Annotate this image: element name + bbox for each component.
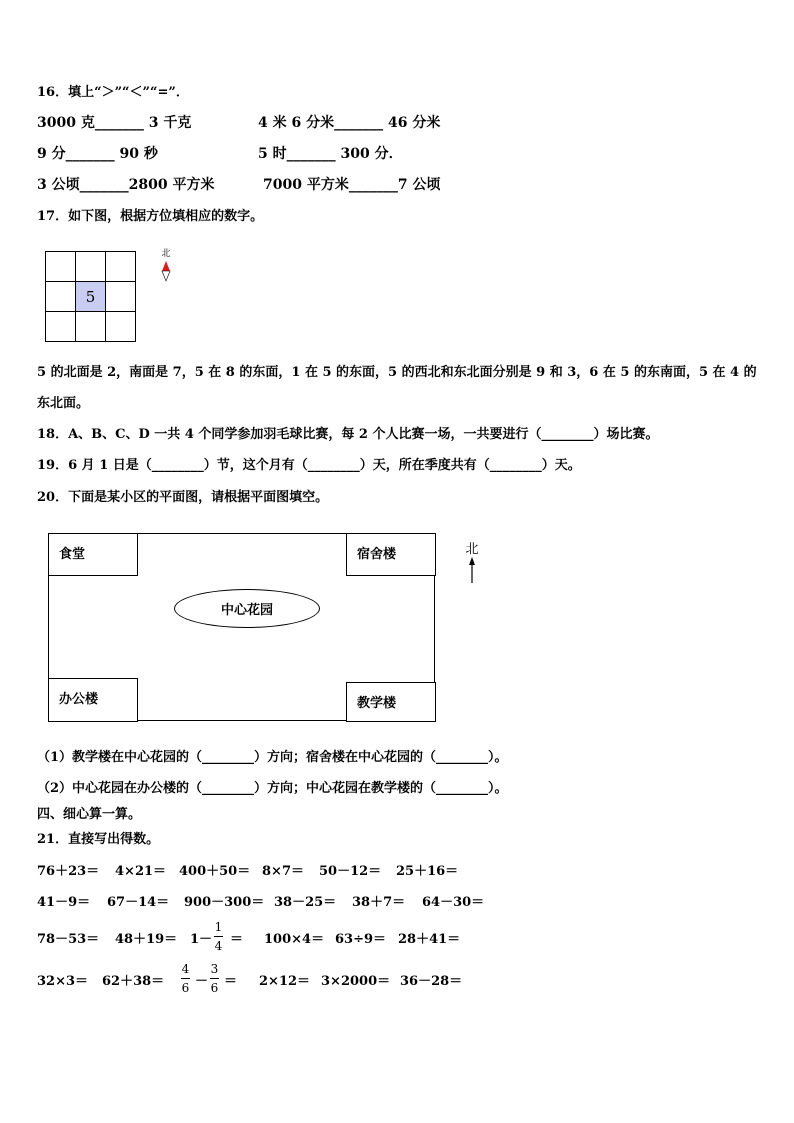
calc-item: 100×4＝ bbox=[264, 932, 325, 947]
calc-item: 32×3＝ bbox=[37, 974, 89, 989]
calc-item: 36－28＝ bbox=[400, 974, 463, 989]
fraction-denominator: 6 bbox=[181, 981, 190, 995]
q20-subquestion-1: （1）教学楼在中心花园的（________）方向；宿舍楼在中心花园的（________）。 bbox=[37, 750, 508, 765]
calc-item: 1－ bbox=[190, 932, 213, 947]
fraction bbox=[214, 921, 223, 952]
calc-item: 28＋41＝ bbox=[398, 932, 461, 947]
calc-item: 50－12＝ bbox=[319, 864, 382, 879]
calc-item: 4×21＝ bbox=[115, 864, 167, 879]
fraction-numerator: 1 bbox=[214, 920, 223, 934]
section-4-heading: 四、细心算一算。 bbox=[37, 807, 142, 822]
fraction-denominator: 6 bbox=[210, 981, 219, 995]
q20-title: 20．下面是某小区的平面图，请根据平面图填空。 bbox=[37, 490, 329, 505]
calc-item: 38－25＝ bbox=[274, 895, 337, 910]
central-garden: 中心花园 bbox=[174, 589, 320, 628]
q17-title: 17．如下图，根据方位填相应的数字。 bbox=[37, 209, 264, 224]
calc-item: 38＋7＝ bbox=[352, 895, 406, 910]
q17-description-line-1: 5 的北面是 2，南面是 7，5 在 8 的东面，1 在 5 的东面，5 的西北和东北面分别是 9 和 3，6 在 5 的东南面，5 在 4 的 bbox=[37, 365, 757, 380]
q16-item-2: 4 米 6 分米_______ 46 分米 bbox=[258, 115, 441, 131]
grid-cell bbox=[46, 282, 76, 312]
calc-item: 63÷9＝ bbox=[335, 932, 387, 947]
canteen-building: 食堂 bbox=[48, 533, 138, 576]
q16-item-3: 9 分_______ 90 秒 bbox=[37, 146, 158, 162]
direction-grid bbox=[45, 251, 136, 342]
q20-subquestion-2: （2）中心花园在办公楼的（________）方向；中心花园在教学楼的（________）。 bbox=[37, 781, 508, 796]
calc-item: ＝ bbox=[230, 932, 244, 947]
grid-cell bbox=[106, 312, 136, 342]
grid-cell bbox=[46, 312, 76, 342]
calc-item: 2×12＝ bbox=[259, 974, 311, 989]
calc-item: 62＋38＝ bbox=[102, 974, 165, 989]
calc-item: 76＋23＝ bbox=[37, 864, 100, 879]
fraction-denominator: 4 bbox=[214, 939, 223, 953]
calc-item: ＝ bbox=[224, 974, 238, 989]
compass-north-label: 北 bbox=[161, 249, 171, 259]
compass bbox=[160, 250, 172, 283]
q17-description-line-2: 东北面。 bbox=[37, 396, 90, 411]
grid-center-cell: 5 bbox=[76, 282, 106, 312]
office-building: 办公楼 bbox=[48, 678, 138, 722]
calc-item: 41－9＝ bbox=[37, 895, 91, 910]
teaching-building: 教学楼 bbox=[346, 682, 436, 722]
calc-item: 67－14＝ bbox=[107, 895, 170, 910]
q21-title: 21．直接写出得数。 bbox=[37, 832, 160, 847]
calc-item: 8×7＝ bbox=[262, 864, 304, 879]
grid-cell bbox=[46, 252, 76, 282]
map-north-label: 北 bbox=[465, 542, 479, 557]
grid-cell bbox=[76, 312, 106, 342]
calc-item: 78－53＝ bbox=[37, 932, 100, 947]
calc-item: 900－300＝ bbox=[184, 895, 265, 910]
north-arrow-icon bbox=[464, 556, 480, 584]
q19-text: 19．6 月 1 日是（________）节，这个月有（________）天，所在季度共有（________）天。 bbox=[37, 458, 581, 473]
q16-item-1: 3000 克_______ 3 千克 bbox=[37, 115, 192, 131]
fraction bbox=[181, 963, 190, 994]
calc-item: 64－30＝ bbox=[422, 895, 485, 910]
q16-item-5: 3 公顷_______2800 平方米 bbox=[37, 177, 215, 193]
calc-item: 400＋50＝ bbox=[179, 864, 251, 879]
grid-cell bbox=[106, 252, 136, 282]
q16-item-4: 5 时_______ 300 分． bbox=[258, 146, 403, 162]
map-north-indicator bbox=[464, 543, 480, 584]
calc-item: － bbox=[195, 974, 209, 989]
grid-cell bbox=[76, 252, 106, 282]
calc-item: 25＋16＝ bbox=[396, 864, 459, 879]
community-map bbox=[48, 533, 435, 721]
fraction bbox=[210, 963, 219, 994]
q16-item-6: 7000 平方米_______7 公顷 bbox=[263, 177, 441, 193]
calc-item: 3×2000＝ bbox=[321, 974, 391, 989]
calc-item: 48＋19＝ bbox=[115, 932, 178, 947]
fraction-numerator: 3 bbox=[210, 962, 219, 976]
q16-title: 16．填上“＞”“＜”“=”． bbox=[37, 85, 189, 100]
fraction-numerator: 4 bbox=[181, 962, 190, 976]
grid-cell bbox=[106, 282, 136, 312]
dorm-building: 宿舍楼 bbox=[346, 533, 436, 576]
q18-text: 18．A、B、C、D 一共 4 个同学参加羽毛球比赛，每 2 个人比赛一场，一共要进行（________）场比赛。 bbox=[37, 427, 659, 442]
compass-needle-icon bbox=[160, 259, 172, 283]
